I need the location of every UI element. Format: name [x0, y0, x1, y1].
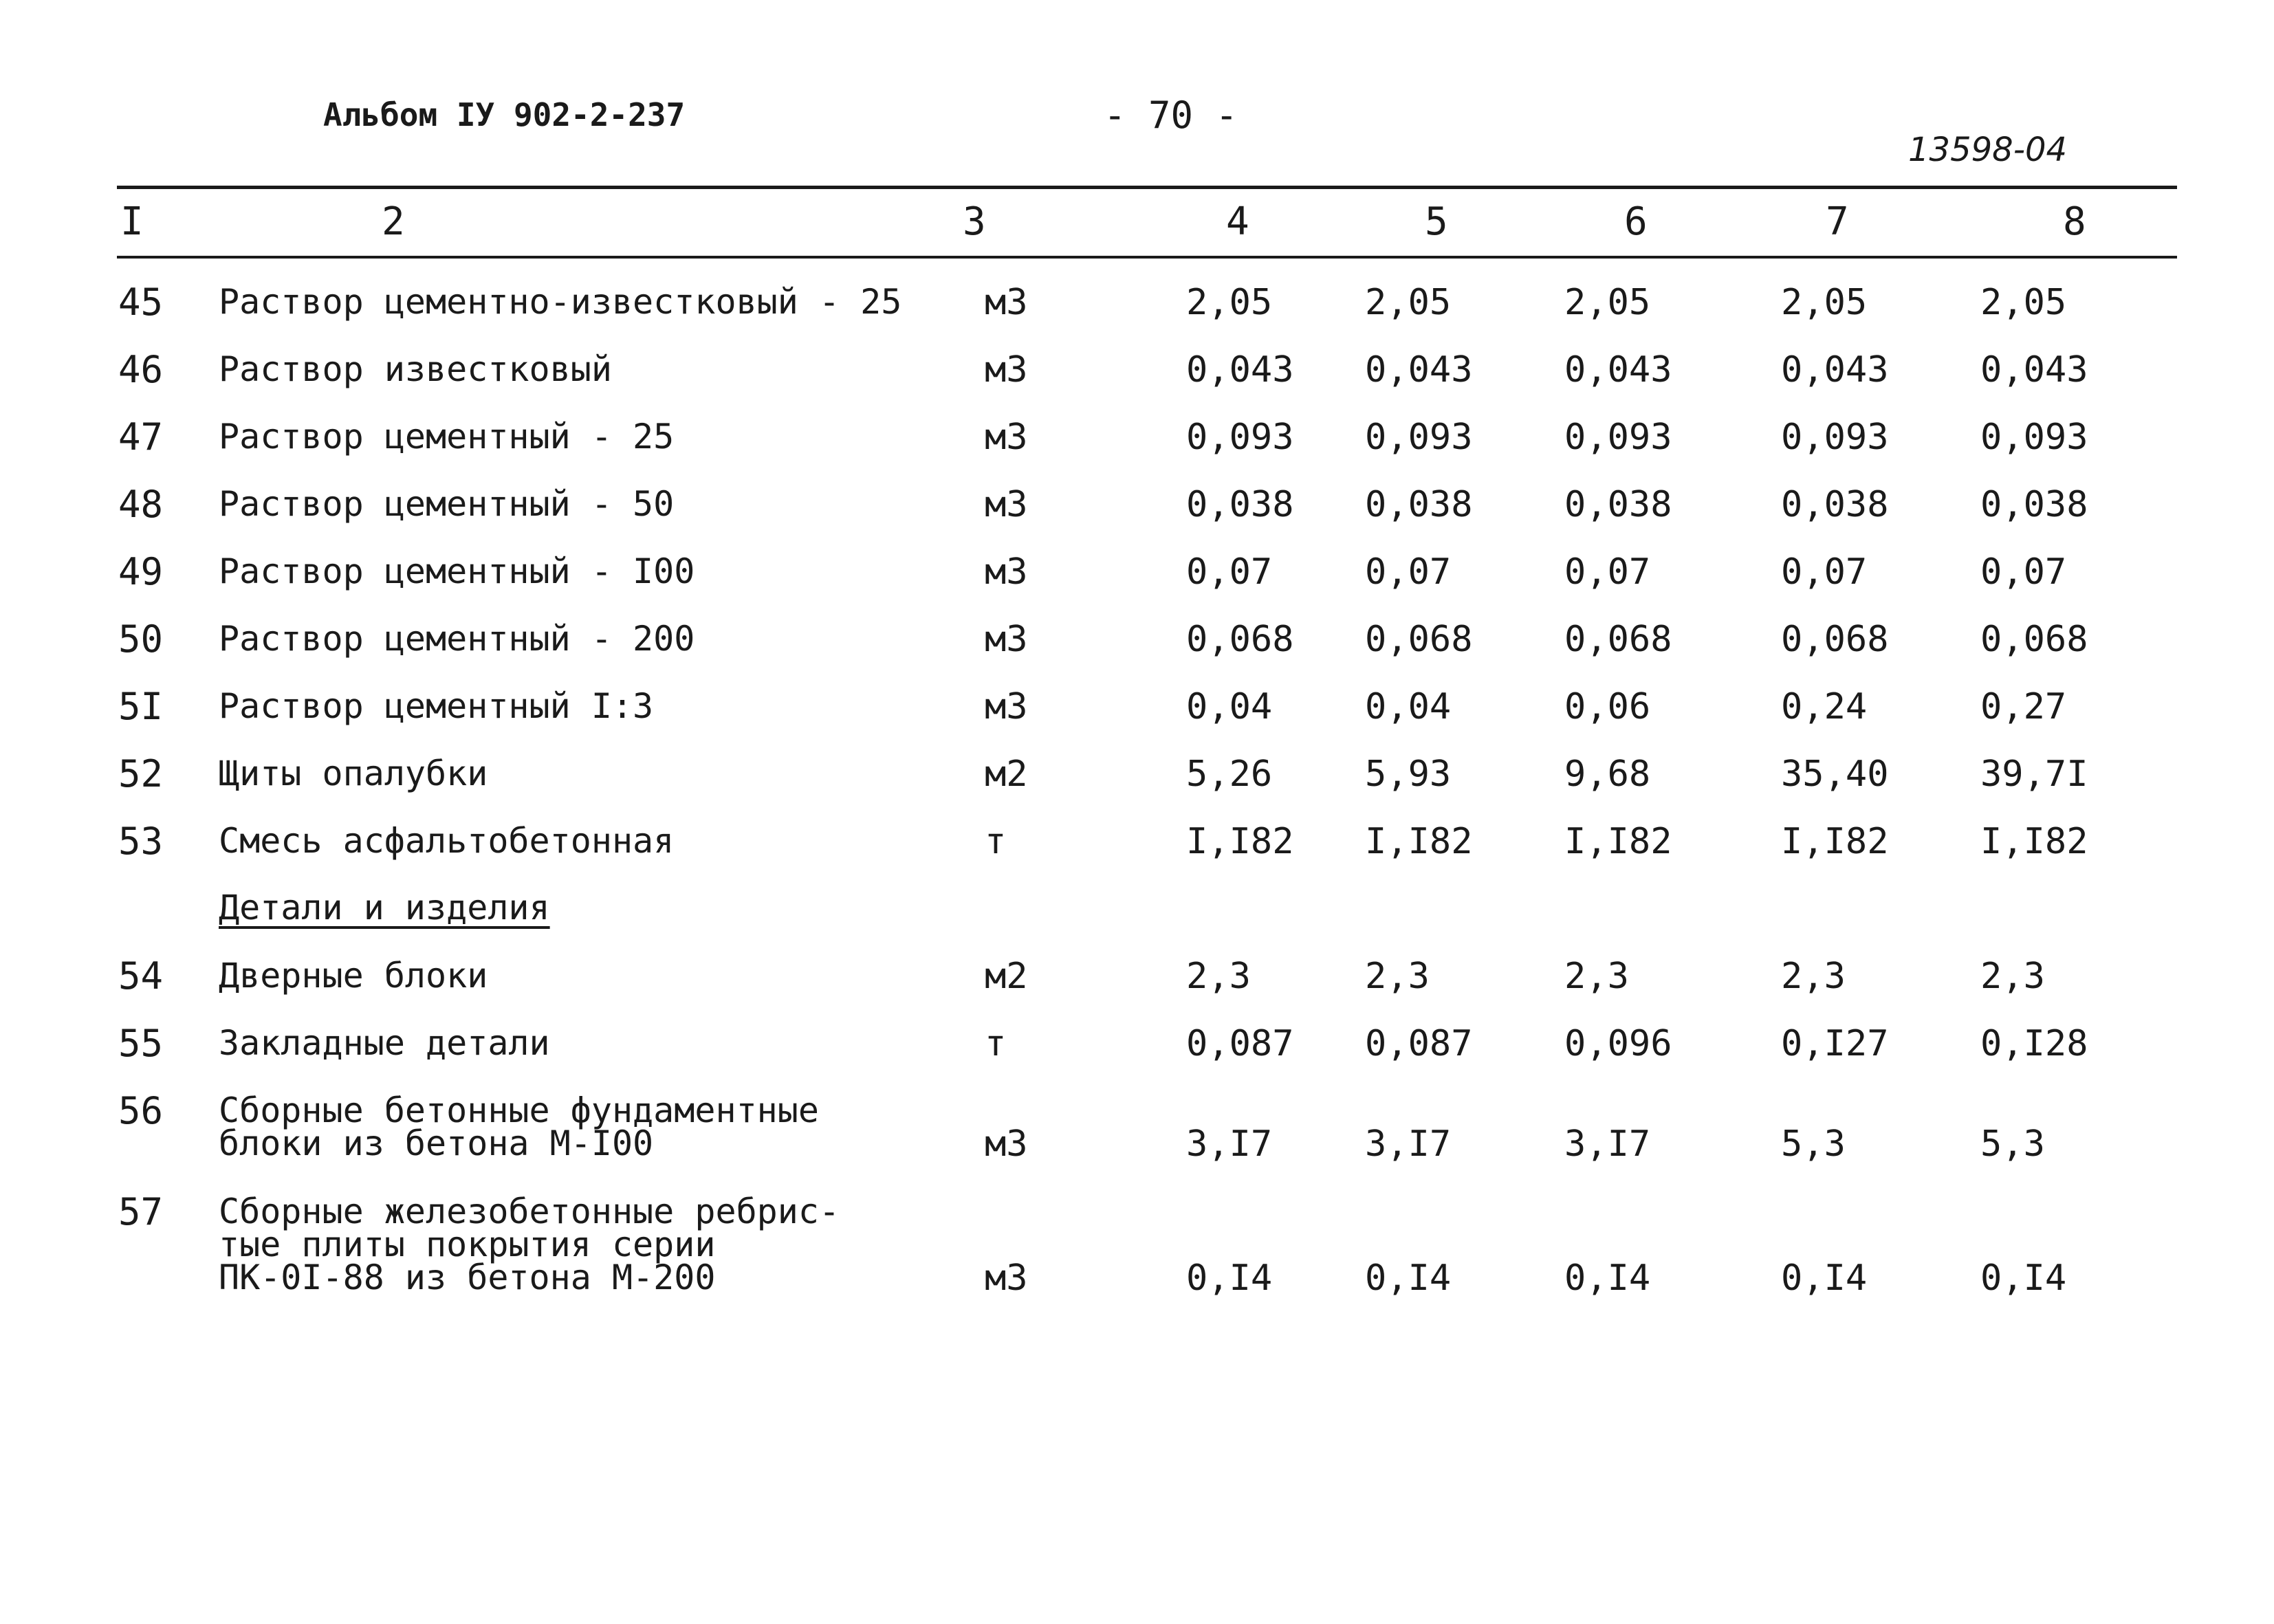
value-col-4: 3,I7 — [1186, 1123, 1273, 1165]
value-col-5: 0,068 — [1365, 619, 1473, 660]
item-name — [219, 1090, 819, 1163]
item-name-line: Сборные бетонные фундаментные — [219, 1090, 819, 1130]
item-name-line: Дверные блоки — [219, 956, 488, 996]
row-number: 57 — [118, 1190, 164, 1233]
value-col-4: 5,26 — [1186, 754, 1273, 795]
unit-cell: м3 — [985, 484, 1028, 525]
value-col-6: 0,038 — [1564, 484, 1672, 525]
value-col-8: 0,043 — [1980, 349, 2088, 391]
item-name-line: Щиты опалубки — [219, 754, 488, 793]
unit-cell: т — [985, 821, 1007, 862]
value-col-8: 0,093 — [1980, 417, 2088, 458]
item-name — [219, 484, 675, 524]
value-col-7: 0,I4 — [1781, 1258, 1868, 1299]
unit-cell: м3 — [985, 1123, 1028, 1165]
item-name — [219, 551, 695, 591]
item-name — [219, 417, 675, 457]
value-col-7: 2,3 — [1781, 956, 1846, 997]
album-title: Альбом IУ 902-2-237 — [323, 96, 686, 133]
row-number: 45 — [118, 281, 164, 324]
value-col-5: 0,043 — [1365, 349, 1473, 391]
unit-cell: м3 — [985, 551, 1028, 593]
unit-cell: м3 — [985, 1258, 1028, 1299]
row-number: 54 — [118, 954, 164, 998]
item-name-line: Сборные железобетонные ребрис- — [219, 1192, 840, 1231]
item-name-line: Раствор цементный - 25 — [219, 417, 675, 457]
value-col-6: 0,096 — [1564, 1023, 1672, 1064]
item-name — [219, 754, 488, 793]
column-header-7: 7 — [1826, 199, 1849, 244]
column-header-3: 3 — [963, 199, 986, 244]
column-header-8: 8 — [2063, 199, 2086, 244]
value-col-6: 2,3 — [1564, 956, 1629, 997]
unit-cell: м3 — [985, 417, 1028, 458]
item-name — [219, 1192, 840, 1297]
page-number: - 70 - — [1104, 94, 1238, 137]
value-col-4: 0,087 — [1186, 1023, 1294, 1064]
row-number: 52 — [118, 752, 164, 795]
value-col-8: 5,3 — [1980, 1123, 2045, 1165]
value-col-6: I,I82 — [1564, 821, 1672, 862]
value-col-7: 35,40 — [1781, 754, 1889, 795]
unit-cell: м3 — [985, 686, 1028, 727]
value-col-6: 0,06 — [1564, 686, 1651, 727]
unit-cell: т — [985, 1023, 1007, 1064]
item-name-line: Раствор цементный - 200 — [219, 619, 695, 659]
value-col-8: 0,I28 — [1980, 1023, 2088, 1064]
item-name-line: Раствор цементно-известковый - 25 — [219, 282, 902, 322]
value-col-6: 0,093 — [1564, 417, 1672, 458]
value-col-8: 2,3 — [1980, 956, 2045, 997]
row-number: 56 — [118, 1089, 164, 1132]
value-col-4: 0,043 — [1186, 349, 1294, 391]
value-col-7: 0,038 — [1781, 484, 1889, 525]
value-col-5: 0,087 — [1365, 1023, 1473, 1064]
value-col-4: 0,I4 — [1186, 1258, 1273, 1299]
item-name-line: ПК-0I-88 из бетона М-200 — [219, 1258, 716, 1297]
item-name-line: Смесь асфальтобетонная — [219, 821, 675, 861]
value-col-5: 0,04 — [1365, 686, 1452, 727]
value-col-6: 0,07 — [1564, 551, 1651, 593]
column-header-5: 5 — [1425, 199, 1448, 244]
item-name — [219, 821, 675, 861]
item-name-line: Раствор известковый — [219, 349, 612, 389]
value-col-6: 9,68 — [1564, 754, 1651, 795]
value-col-6: 0,I4 — [1564, 1258, 1651, 1299]
value-col-7: 0,043 — [1781, 349, 1889, 391]
row-number: 50 — [118, 617, 164, 661]
value-col-5: 2,3 — [1365, 956, 1430, 997]
value-col-5: 0,07 — [1365, 551, 1452, 593]
value-col-7: 0,I27 — [1781, 1023, 1889, 1064]
value-col-5: 0,I4 — [1365, 1258, 1452, 1299]
row-number: 53 — [118, 820, 164, 863]
value-col-4: I,I82 — [1186, 821, 1294, 862]
value-col-7: 5,3 — [1781, 1123, 1846, 1165]
value-col-5: 0,038 — [1365, 484, 1473, 525]
item-name-line: Раствор цементный - 50 — [219, 484, 675, 524]
value-col-5: 5,93 — [1365, 754, 1452, 795]
column-header-1: I — [120, 199, 144, 244]
value-col-8: 0,07 — [1980, 551, 2067, 593]
column-header-6: 6 — [1624, 199, 1648, 244]
unit-cell: м3 — [985, 282, 1028, 323]
item-name-line: Раствор цементный I:3 — [219, 686, 654, 726]
item-name — [219, 956, 488, 996]
item-name-line: Закладные детали — [219, 1023, 550, 1063]
item-name-line: Раствор цементный - I00 — [219, 551, 695, 591]
value-col-7: 0,068 — [1781, 619, 1889, 660]
item-name — [219, 1023, 550, 1063]
row-number: 5I — [118, 685, 164, 728]
column-header-2: 2 — [382, 199, 405, 244]
item-name — [219, 619, 695, 659]
value-col-4: 0,093 — [1186, 417, 1294, 458]
value-col-6: 0,043 — [1564, 349, 1672, 391]
value-col-6: 3,I7 — [1564, 1123, 1651, 1165]
value-col-7: 0,07 — [1781, 551, 1868, 593]
row-number: 55 — [118, 1022, 164, 1065]
value-col-8: 0,I4 — [1980, 1258, 2067, 1299]
table-top-rule — [117, 186, 2177, 189]
column-header-4: 4 — [1226, 199, 1249, 244]
item-name-line: Детали и изделия — [219, 888, 550, 928]
unit-cell: м2 — [985, 956, 1028, 997]
item-name — [219, 349, 612, 389]
value-col-4: 0,04 — [1186, 686, 1273, 727]
value-col-7: 0,24 — [1781, 686, 1868, 727]
value-col-4: 2,3 — [1186, 956, 1251, 997]
value-col-4: 2,05 — [1186, 282, 1273, 323]
unit-cell: м2 — [985, 754, 1028, 795]
value-col-8: 0,068 — [1980, 619, 2088, 660]
row-number: 48 — [118, 483, 164, 526]
item-name-line: тые плиты покрытия серии — [219, 1225, 716, 1264]
unit-cell: м3 — [985, 619, 1028, 660]
value-col-5: 3,I7 — [1365, 1123, 1452, 1165]
value-col-7: I,I82 — [1781, 821, 1889, 862]
value-col-6: 0,068 — [1564, 619, 1672, 660]
value-col-4: 0,07 — [1186, 551, 1273, 593]
value-col-4: 0,038 — [1186, 484, 1294, 525]
value-col-7: 0,093 — [1781, 417, 1889, 458]
value-col-8: 39,7I — [1980, 754, 2088, 795]
value-col-7: 2,05 — [1781, 282, 1868, 323]
item-name-line: блоки из бетона М-I00 — [219, 1123, 654, 1163]
item-name — [219, 282, 902, 322]
value-col-5: 0,093 — [1365, 417, 1473, 458]
value-col-8: I,I82 — [1980, 821, 2088, 862]
row-number: 49 — [118, 550, 164, 593]
table-header-rule — [117, 256, 2177, 259]
value-col-8: 0,27 — [1980, 686, 2067, 727]
value-col-8: 0,038 — [1980, 484, 2088, 525]
section-title — [219, 888, 550, 928]
row-number: 46 — [118, 348, 164, 391]
value-col-5: I,I82 — [1365, 821, 1473, 862]
unit-cell: м3 — [985, 349, 1028, 391]
value-col-6: 2,05 — [1564, 282, 1651, 323]
document-code: 13598-04 — [1908, 131, 2068, 169]
item-name — [219, 686, 654, 726]
value-col-4: 0,068 — [1186, 619, 1294, 660]
row-number: 47 — [118, 415, 164, 459]
value-col-5: 2,05 — [1365, 282, 1452, 323]
value-col-8: 2,05 — [1980, 282, 2067, 323]
